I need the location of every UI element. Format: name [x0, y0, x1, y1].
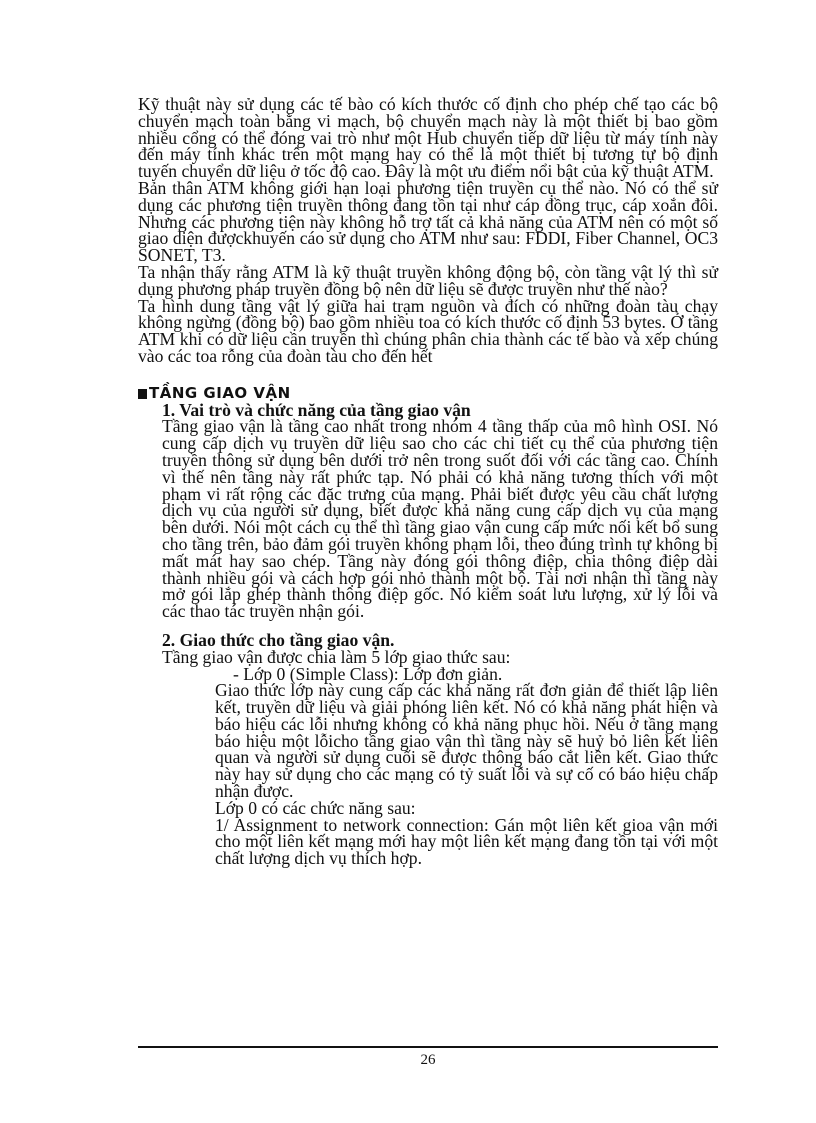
function-1-paragraph: 1/ Assignment to network connection: Gán một liên kết gioa vận mới cho một liên kết mạng mới hay một liên kết mạng đang tồn tại với một chất lượng dịch vụ thích hợp.: [215, 814, 718, 869]
intro-paragraph-1: Kỹ thuật này sử dụng các tế bào có kích thước cố định cho phép chế tạo các bộ chuyển mạch toàn bằng vi mạch, bộ chuyển mạch này là một thiết bị bao gồm nhiều cổng có thể đóng vai trò như một Hub chuyển tiếp dữ liệu từ máy tính này đến máy tính khác trên một mạng hay có thể là một thiết bị tương tự bộ định tuyến chuyển dữ liệu ở tốc độ cao. Đây là một ưu điểm nổi bật của kỹ thuật ATM.: [138, 94, 718, 182]
page-number: 26: [420, 1052, 436, 1068]
square-bullet-icon: [138, 389, 147, 399]
body-text: [138, 96, 718, 867]
intro-paragraph-2: Bản thân ATM không giới hạn loại phương tiện truyền cụ thể nào. Nó có thể sử dụng các phương tiện truyền thông đang tồn tại như cáp đồng trục, cáp xoắn đôi. Nhưng các phương tiện này không hỗ trợ tất cả khả năng của ATM nên có một số giao diện đượckhuyến cáo sử dụng cho ATM như sau: FDDI, Fiber Channel, OC3 SONET, T3.: [138, 177, 718, 266]
subsection-1-title: 1. Vai trò và chức năng của tầng giao vận: [162, 399, 471, 420]
class0-functions-heading: Lớp 0 có các chức năng sau:: [215, 797, 416, 818]
class0-paragraph: Giao thức lớp này cung cấp các khả năng rất đơn giản để thiết lập liên kết, truyền dữ liệu và giải phóng liên kết. Nó có khả năng phát hiện và báo hiệu các lỗi nhưng không có khả năng phục hồi. Nếu ở tầng mạng báo hiệu một lỗicho tầng giao vận thì tầng này sẽ huỷ bỏ liên kết liên quan và người sử dụng cuối sẽ được thông báo cắt liên kết. Giao thức này hay sử dụng cho các mạng có tỷ suất lỗi và sự cố có báo hiệu chấp nhận được.: [215, 680, 718, 802]
subsection-1-paragraph: Tầng giao vận là tầng cao nhất trong nhóm 4 tầng thấp của mô hình OSI. Nó cung cấp dịch vụ truyền dữ liệu sao cho các chi tiết cụ thể của phương tiện truyền thông sử dụng bên dưới trở nên trong suốt đối với các tầng cao. Chính vì thế nên tầng này rất phức tạp. Nó phải có khả năng tương thích với một phạm vi rất rộng các đặc trưng của mạng. Phải biết được yêu cầu chất lượng dịch vụ của người sử dụng, biết được khả năng cung cấp dịch vụ của mạng bên dưới. Nói một cách cụ thể thì tầng giao vận cung cấp mức nối kết bổ sung cho tầng trên, bảo đảm gói truyền không phạm lỗi, theo đúng trình tự không bị mất mát hay sao chép. Tầng này đóng gói thông điệp, chia thông điệp dài thành nhiều gói và cách hợp gói nhỏ thành một bộ. Tài nơi nhận thì tầng này mở gói lắp ghép thành thông điệp gốc. Nó kiểm soát lưu lượng, xử lý lỗi và các thao tác truyền nhận gói.: [162, 416, 718, 622]
intro-paragraph-3: Ta nhận thấy rằng ATM là kỹ thuật truyền không động bộ, còn tầng vật lý thì sử dụng phương pháp truyền đồng bộ nên dữ liệu sẽ được truyền như thế nào?: [138, 261, 718, 299]
section-title: TẦNG GIAO VẬN: [149, 383, 291, 402]
class0-label: - Lớp 0 (Simple Class): Lớp đơn giản.: [233, 663, 503, 684]
subsection-2-intro: Tầng giao vận được chia làm 5 lớp giao thức sau:: [162, 646, 511, 667]
subsection-2-title: 2. Giao thức cho tầng giao vận.: [162, 629, 395, 650]
intro-paragraph-4: Ta hình dung tầng vật lý giữa hai trạm nguồn và đích có những đoàn tàu chạy không ngừng (đồng bộ) bao gồm nhiều toa có kích thước cố định 53 bytes. Ở tầng ATM khi có dữ liệu cần truyền thì chúng phân chia thành các tế bào và xếp chúng vào các toa rỗng của đoàn tàu cho đến hết: [138, 295, 718, 366]
footer-rule: [138, 1046, 718, 1048]
